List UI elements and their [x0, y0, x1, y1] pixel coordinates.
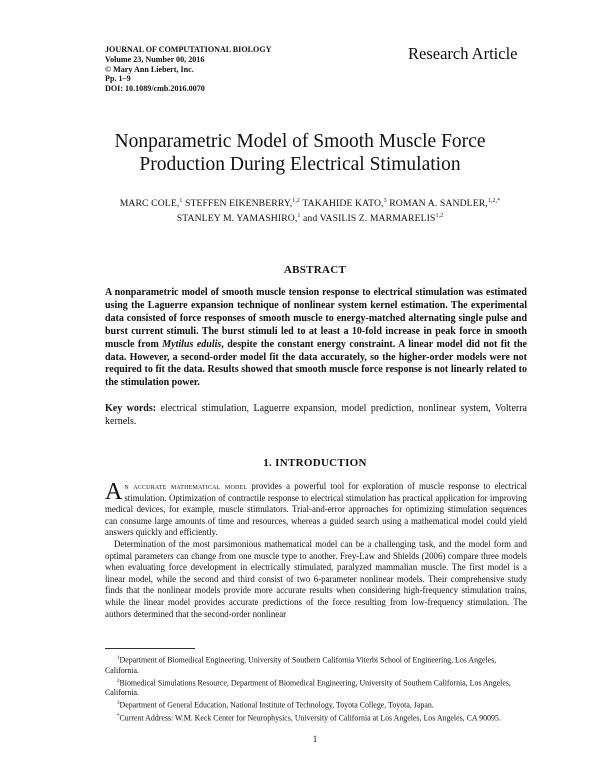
journal-doi: DOI: 10.1089/cmb.2016.0070 [105, 84, 205, 94]
author-line-2 [100, 210, 520, 225]
keywords [105, 402, 527, 428]
footnote-text: Department of General Education, National Institute of Technology, Toyota College, Toyota, Japan. [119, 700, 434, 710]
journal-name: JOURNAL OF COMPUTATIONAL BIOLOGY [105, 45, 272, 54]
author-affiliation: 1,2,* [487, 198, 501, 204]
abstract-body-end: , despite the constant energy constraint. A linear model did not fit the data. However, a second-order model fit the data accurately, so the higher-order models were not required to fit the data. Results showed that smooth muscle force response is not linearly related to the stimulation power. [105, 338, 527, 389]
drop-cap: A [105, 479, 123, 505]
author-affiliation: 1,2 [292, 198, 301, 204]
title-line-2: Production During Electrical Stimulation [139, 154, 461, 175]
footnote [105, 712, 530, 724]
paper-title [0, 130, 600, 176]
abstract-text [105, 287, 527, 390]
footnote-text: Biomedical Simulations Resource, Department of Biomedical Engineering, University of Southern California, Los Angeles, California. [105, 678, 511, 698]
author-name: MARC COLE, [119, 198, 180, 210]
author-list [100, 195, 520, 225]
footnote-marker: * [117, 713, 120, 719]
footnote-text: Current Address: W.M. Keck Center for Neurophysics, University of California at Los Angeles, Los Angeles, CA 90095. [119, 713, 501, 723]
article-type: Research Article [408, 44, 518, 63]
author-name: STEFFEN EIKENBERRY, [185, 198, 293, 210]
section-heading: 1. INTRODUCTION [263, 457, 367, 469]
abstract-body: A nonparametric model of smooth muscle tension response to electrical stimulation was estimated using the Laguerre expansion technique of nonlinear system kernel estimation. The experimental data consisted of force responses of smooth muscle to energy-matched alternating single pulse and burst current stimuli. The burst stimuli led to at least a 10-fold increase in peak force in smooth muscle from [105, 287, 527, 350]
journal-pages: Pp. 1–9 [105, 74, 131, 84]
paragraph [105, 481, 527, 539]
author-name: TAKAHIDE KATO, [302, 198, 384, 210]
species-name: Mytilus edulis [162, 338, 222, 350]
author-name: and VASILIS Z. MARMARELIS [303, 213, 436, 225]
lead-in: n accurate mathematical model [124, 481, 248, 491]
footnote [105, 677, 530, 699]
keywords-label: Key words: [105, 403, 157, 414]
author-name: ROMAN A. SANDLER, [389, 198, 488, 210]
author-affiliation: 1,2 [435, 213, 444, 220]
author-name: STANLEY M. YAMASHIRO, [176, 213, 298, 225]
journal-volume: Volume 23, Number 00, 2016 [105, 54, 205, 64]
author-line-1 [100, 195, 520, 210]
journal-info [105, 45, 271, 94]
footnotes [105, 654, 530, 725]
footnote-text: Department of Biomedical Engineering, University of Southern California Viterbi School of Engineering, Los Angeles, California. [105, 655, 497, 675]
footnote-marker: 3 [117, 701, 120, 707]
author-affiliation: 1 [297, 213, 301, 220]
title-line-1: Nonparametric Model of Smooth Muscle Force [114, 131, 486, 152]
footnote-marker: 1 [117, 656, 120, 661]
page-number: 1 [312, 734, 318, 744]
introduction-body [105, 481, 527, 620]
footnote-divider [105, 648, 195, 649]
footnote [105, 654, 530, 676]
journal-copyright: © Mary Ann Liebert, Inc. [105, 64, 194, 74]
footnote-marker: 2 [117, 678, 120, 684]
author-affiliation: 1 [179, 198, 183, 204]
author-affiliation: 3 [383, 198, 387, 204]
abstract-heading: ABSTRACT [283, 264, 347, 276]
paragraph-text: provides a powerful tool for exploration of muscle response to electrical stimulation. Optimization of contractile response to electrical stimulation has practical application for improving medical devices, for example, muscle stimulators. Trial-and-error approaches for optimizing stimulation sequences can consume large amounts of time and resources, whereas a guided search using a mathematical model could yield answers quickly and efficiently. [105, 481, 528, 538]
keywords-text: electrical stimulation, Laguerre expansion, model prediction, nonlinear system, Volterra kernels. [105, 403, 527, 427]
footnote [105, 699, 530, 711]
paragraph: Determination of the most parsimonious mathematical model can be a challenging task, and the model form and optimal parameters can change from one muscle type to another. Frey-Law and Shields (2006) compare three models when evaluating force development in electrically stimulated, paralyzed mammalian muscle. The first model is a linear model, while the second and third consist of two 6-parameter nonlinear models. Their comprehensive study finds that the nonlinear models provide more accurate results when considering high-frequency stimulation trains, while the linear model provides accurate predictions of the force resulting from low-frequency stimulation. The authors determined that the second-order nonlinear [105, 538, 527, 619]
